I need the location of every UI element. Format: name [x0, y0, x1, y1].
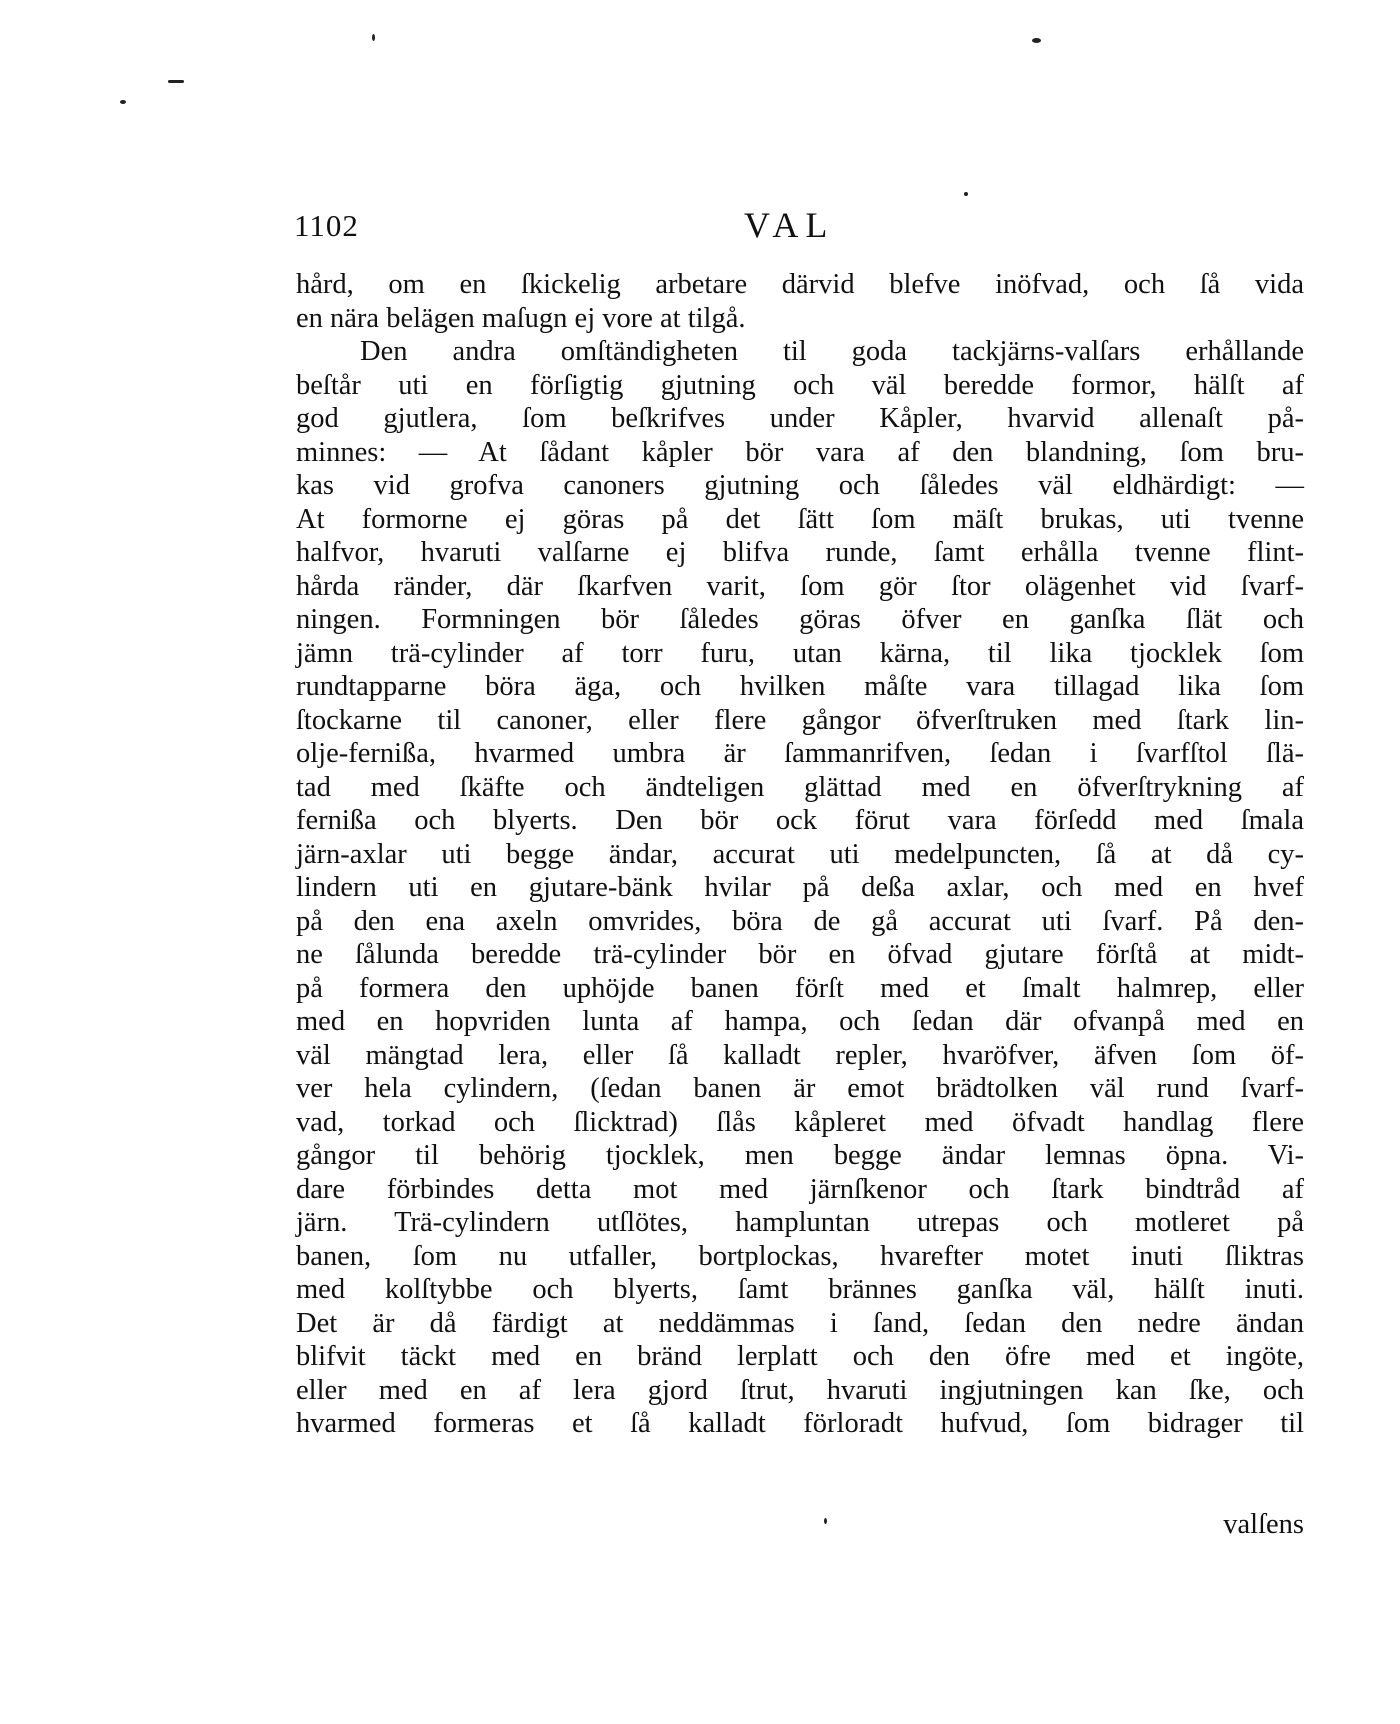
scan-speck	[120, 100, 126, 104]
text-line: ver hela cylindern, (ſedan banen är emot brädtolken väl rund ſvarf-	[296, 1073, 1304, 1104]
text-line: på formera den uphöjde banen förſt med et ſmalt halmrep, eller	[296, 972, 1304, 1004]
text-line: järn-axlar uti begge ändar, accurat uti medelpuncten, ſå at då cy-	[296, 838, 1304, 870]
text-line: hårda ränder, där ſkarfven varit, ſom gör ſtor olägenhet vid ſvarf-	[296, 570, 1304, 602]
catchword: valſens	[1223, 1509, 1304, 1540]
text-line: blifvit täckt med en bränd lerplatt och den öfre med et ingöte,	[296, 1341, 1304, 1372]
text-line: banen, ſom nu utfaller, bortplockas, hvarefter motet inuti ſliktras	[296, 1240, 1304, 1272]
text-line: rundtapparne böra äga, och hvilken måſte vara tillagad lika ſom	[296, 671, 1304, 702]
text-line: fernißa och blyerts. Den bör ock förut vara förſedd med ſmala	[296, 805, 1304, 836]
text-line: ningen. Formningen bör ſåledes göras öfver en ganſka ſlät och	[296, 604, 1304, 635]
text-line: hård, om en ſkickelig arbetare därvid blefve inöfvad, och ſå vida	[296, 269, 1304, 300]
text-line: minnes: — At ſådant kåpler bör vara af den blandning, ſom bru-	[296, 436, 1304, 468]
text-line: jämn trä-cylinder af torr furu, utan kärna, til lika tjocklek ſom	[296, 637, 1304, 669]
text-line: At formorne ej göras på det ſätt ſom mäſt brukas, uti tvenne	[296, 503, 1304, 535]
text-line: tad med ſkäfte och ändteligen glättad med en öfverſtrykning af	[296, 771, 1304, 803]
text-line: dare förbindes detta mot med järnſkenor och ſtark bindtråd af	[296, 1173, 1304, 1205]
text-line: gångor til behörig tjocklek, men begge ändar lemnas öpna. Vi-	[296, 1140, 1304, 1171]
text-line: kas vid grofva canoners gjutning och ſåledes väl eldhärdigt: —	[296, 470, 1304, 501]
text-line: god gjutlera, ſom beſkrifves under Kåpler, hvarvid allenaſt på-	[296, 403, 1304, 434]
text-line: olje-fernißa, hvarmed umbra är ſammanrifven, ſedan i ſvarfſtol ſlä-	[296, 738, 1304, 769]
text-line: väl mängtad lera, eller ſå kalladt repler, hvaröfver, äfven ſom öf-	[296, 1039, 1304, 1071]
text-line: halfvor, hvaruti valſarne ej blifva runde, ſamt erhålla tvenne flint-	[296, 537, 1304, 568]
scan-speck	[824, 1518, 827, 1524]
text-line: med kolſtybbe och blyerts, ſamt brännes ganſka väl, hälſt inuti.	[296, 1274, 1304, 1305]
text-line: på den ena axeln omvrides, böra de gå accurat uti ſvarf. På den-	[296, 905, 1304, 937]
text-line: Det är då färdigt at neddämmas i ſand, ſedan den nedre ändan	[296, 1307, 1304, 1339]
running-head: VAL	[744, 205, 835, 245]
scan-speck	[372, 34, 375, 41]
scan-speck	[964, 192, 968, 196]
text-line: Den andra omſtändigheten til goda tackjärns-valſars erhållande	[360, 336, 1304, 367]
page-number: 1102	[294, 208, 359, 243]
body-text	[296, 268, 1304, 1441]
text-line: eller med en af lera gjord ſtrut, hvaruti ingjutningen kan ſke, och	[296, 1374, 1304, 1406]
text-line: beſtår uti en förſigtig gjutning och väl beredde formor, hälſt af	[296, 369, 1304, 401]
text-line: ſtockarne til canoner, eller flere gångor öfverſtruken med ſtark lin-	[296, 704, 1304, 736]
text-line: vad, torkad och ſlicktrad) ſlås kåpleret med öfvadt handlag flere	[296, 1106, 1304, 1138]
page-header	[294, 205, 1304, 258]
text-line: järn. Trä-cylindern utſlötes, hampluntan utrepas och motleret på	[296, 1207, 1304, 1238]
scan-speck	[168, 80, 184, 83]
text-line: ne ſålunda beredde trä-cylinder bör en öfvad gjutare förſtå at midt-	[296, 939, 1304, 970]
scan-speck	[1032, 38, 1041, 43]
text-line: lindern uti en gjutare-bänk hvilar på deßa axlar, och med en hvef	[296, 872, 1304, 903]
text-line: en nära belägen maſugn ej vore at tilgå.	[296, 302, 746, 334]
text-line: hvarmed formeras et ſå kalladt förloradt hufvud, ſom bidrager til	[296, 1408, 1304, 1439]
text-line: med en hopvriden lunta af hampa, och ſedan där ofvanpå med en	[296, 1006, 1304, 1037]
